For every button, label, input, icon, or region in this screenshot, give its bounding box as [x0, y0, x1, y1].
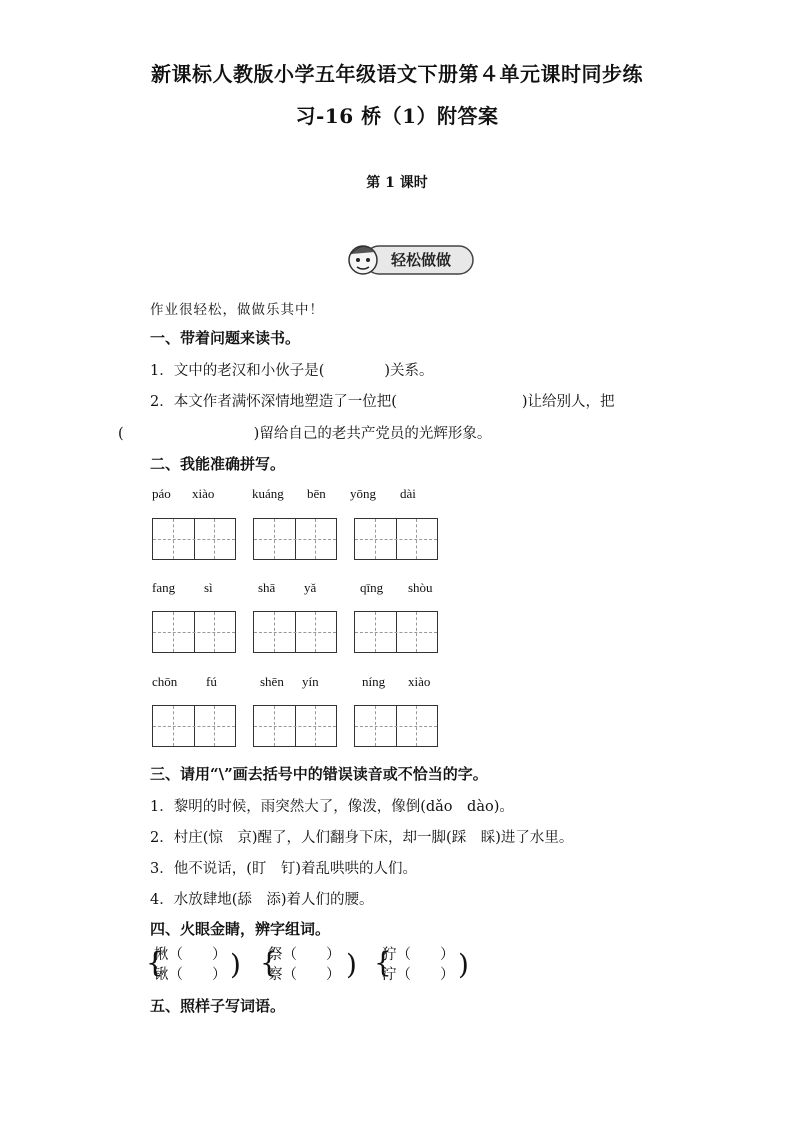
writing-grid[interactable]	[354, 705, 438, 747]
brace-right: )	[230, 948, 241, 981]
question-1-2: 2．本文作者满怀深情地塑造了一位把( )让给别人，把	[150, 394, 615, 410]
pinyin: níng	[362, 674, 386, 689]
char-pair-2: 祭（ ） 察（ ）	[268, 947, 341, 983]
writing-grid[interactable]	[253, 518, 337, 560]
badge-text: 轻松做做	[390, 251, 452, 269]
section-3-heading: 三、请用“\”画去括号中的错误读音或不恰当的字。	[150, 765, 488, 783]
pinyin: chōn	[152, 674, 178, 689]
pinyin: xiào	[192, 486, 215, 501]
section-4-heading: 四、火眼金睛，辨字组词。	[150, 920, 331, 938]
pinyin: shā	[258, 580, 276, 595]
pinyin: qīng	[360, 580, 384, 595]
section-5-heading: 五、照样子写词语。	[150, 997, 286, 1015]
pinyin: sì	[204, 580, 213, 595]
pinyin: xiào	[408, 674, 431, 689]
pinyin: fú	[206, 674, 217, 689]
writing-grid[interactable]	[354, 611, 438, 653]
char-pair-1: 揪（ ） 锹（ ）	[154, 947, 227, 983]
brace-left: {	[146, 946, 164, 979]
brace-left: {	[374, 946, 392, 979]
question-3-2: 2．村庄(惊 京)醒了，人们翻身下床，却一脚(踩 睬)进了水里。	[150, 830, 574, 846]
writing-grid[interactable]	[253, 611, 337, 653]
char-pair-3: 狞（ ） 泞（ ）	[382, 947, 455, 983]
pinyin: kuáng	[252, 486, 284, 501]
pinyin: bēn	[307, 486, 326, 501]
section-2-heading: 二、我能准确拼写。	[150, 455, 286, 473]
section-1-heading: 一、带着问题来读书。	[150, 329, 301, 347]
writing-grid[interactable]	[152, 518, 236, 560]
pinyin: páo	[152, 486, 171, 501]
writing-grid[interactable]	[152, 705, 236, 747]
writing-grid[interactable]	[354, 518, 438, 560]
intro-text: 作业很轻松，做做乐其中！	[150, 302, 324, 318]
brace-right: )	[458, 948, 469, 981]
brace-left: {	[260, 946, 278, 979]
pinyin: shēn	[260, 674, 284, 689]
question-3-3: 3．他不说话，(盯 钉)着乱哄哄的人们。	[150, 861, 418, 877]
pinyin: dài	[400, 486, 416, 501]
document-title-line-2: 习-16 桥（1）附答案	[295, 104, 499, 128]
question-1-2-cont: ( )留给自己的老共产党员的光辉形象。	[118, 426, 492, 442]
question-3-4: 4．水放肆地(舔 添)着人们的腰。	[150, 892, 374, 908]
lesson-label: 第 1 课时	[366, 175, 428, 191]
pinyin: yín	[302, 674, 319, 689]
brace-right: )	[346, 948, 357, 981]
pinyin: yōng	[350, 486, 376, 501]
document-title-line-1: 新课标人教版小学五年级语文下册第４单元课时同步练	[151, 62, 643, 86]
question-1-1: 1．文中的老汉和小伙子是( )关系。	[150, 363, 434, 379]
pinyin: shòu	[408, 580, 433, 595]
writing-grid[interactable]	[253, 705, 337, 747]
writing-grid[interactable]	[152, 611, 236, 653]
pinyin: fang	[152, 580, 176, 595]
pinyin: yǎ	[304, 580, 317, 595]
question-3-1: 1．黎明的时候，雨突然大了，像泼，像倒(dǎo dào)。	[150, 799, 514, 815]
easy-practice-badge	[343, 236, 475, 282]
